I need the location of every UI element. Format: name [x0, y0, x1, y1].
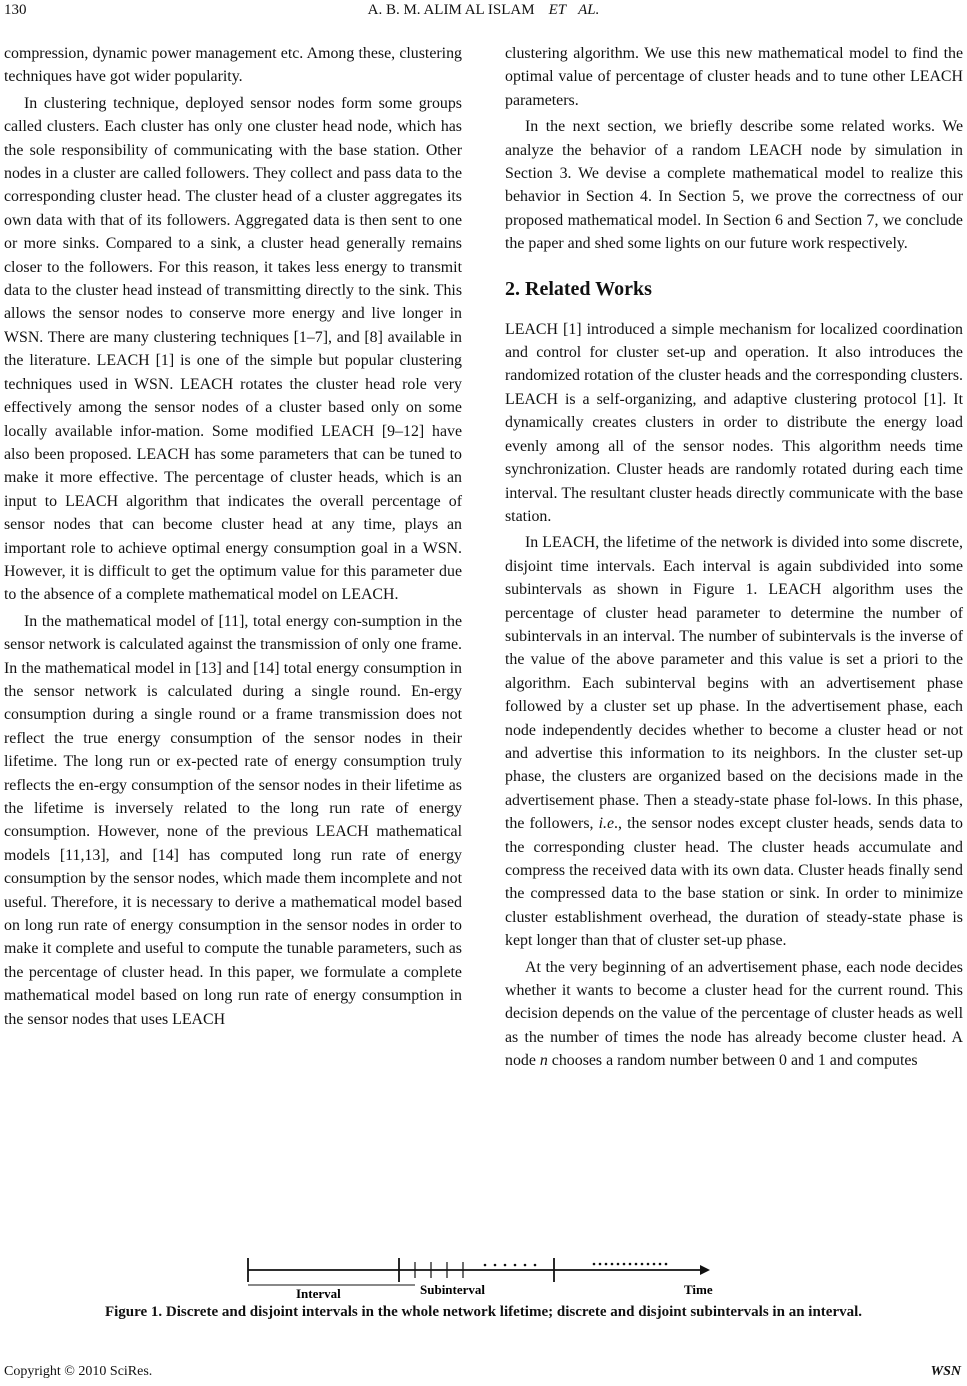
right-column: [505, 42, 963, 1073]
running-head-al: AL.: [578, 2, 600, 18]
timeline-diagram: [238, 1242, 730, 1300]
running-head: [0, 2, 967, 19]
subinterval-label: Subinterval: [420, 1282, 486, 1297]
left-paragraph-3: In the mathematical model of [11], total energy con-sumption in the sensor network is calculated against the transmission of only one frame. In the mathematical model in [13] and [14] total energy consumption in the sensor network is calculated during a single round. En-ergy consumption during a single round or a frame transmission does not reflect the true energy consumption of the sensor nodes in their lifetime. The long run or ex-pected rate of energy consumption truly reflects the en-ergy consumption of the sensor nodes in their lifetime as the lifetime is inversely related to the long run rate of energy consumption. However, none of the previous LEACH mathematical models [11,13], and [14] has computed long run rate of energy consumption by the sensor nodes, which made them incomplete and not useful. Therefore, it is necessary to derive a mathematical model based on long run rate of energy consumption in the sensor nodes in order to make it complete and useful to compute the tunable parameters, such as the percentage of cluster head. In this paper, we formulate a complete mathematical model based on long run rate of energy consumption in the sensor nodes that uses LEACH: [4, 612, 462, 1028]
section-heading-related-works: 2. Related Works: [505, 277, 652, 300]
right-paragraph-1: clustering algorithm. We use this new mathematical model to find the optimal value of percentage of cluster heads and to tune other LEACH parameters.: [505, 45, 963, 109]
figure-caption: Figure 1. Discrete and disjoint intervals in the whole network lifetime; discrete and disjoint subintervals in an interval.: [104, 1304, 863, 1320]
right-paragraph-5-part-b: chooses a random number between 0 and 1 and computes: [547, 1052, 918, 1070]
subinterval-continuation-dots: [484, 1264, 537, 1267]
timeline-arrowhead: [700, 1265, 710, 1275]
right-paragraph-4: [505, 531, 963, 952]
footer-copyright: Copyright © 2010 SciRes.: [4, 1364, 153, 1379]
right-paragraph-5: [505, 956, 963, 1073]
left-column: [4, 42, 462, 1031]
page-number: 130: [4, 2, 27, 18]
right-paragraph-5-n: n: [539, 1052, 548, 1070]
running-head-et: ET: [548, 2, 567, 18]
figure-1: [238, 1242, 730, 1300]
right-paragraph-2: In the next section, we briefly describe some related works. We analyze the behavior of a random LEACH node by simulation in Section 3. We devise a complete mathematical model to realize this behavior in Section 4. In Section 5, we prove the correctness of our proposed mathematical model. In Section 6 and Section 7, we conclude the paper and shed some lights on our future work respectively.: [505, 118, 963, 253]
running-head-authors: A. B. M. ALIM AL ISLAM: [367, 2, 535, 18]
interval-label: Interval: [296, 1286, 341, 1300]
left-paragraph-2: In clustering technique, deployed sensor nodes form some groups called clusters. Each cluster has only one cluster head node, which has the sole responsibility of communicating with the base station. Other nodes in a cluster are called followers. They collect and pass data to the corresponding cluster head. The cluster head of a cluster aggregates its own data with that of its followers. Aggregated data is then sent to one or more sinks. Compared to a sink, a cluster head generally remains closer to the followers. For this reason, it takes less energy to transmit data to the cluster head instead of transmitting directly to the sink. This allows the sensor nodes to conserve more energy and live longer in WSN. There are many clustering techniques [1–7], and [8] available in the literature. LEACH [1] is one of the simple but popular clustering techniques used in WSN. LEACH rotates the cluster head role very effectively among the sensor nodes of a cluster based only on some locally available infor-mation. Some modified LEACH [9–12] have also been proposed. LEACH has some parameters that can be tuned to make it more effective. The percentage of cluster heads, which is an input to LEACH algorithm that indicates the overall percentage of sensor nodes that can become cluster head at any time, plays an important role to achieve optimal energy consumption goal in a WSN. However, it is difficult to get the optimum value for this parameter due to the absence of a complete mathematical model on LEACH.: [4, 94, 462, 604]
right-paragraph-3: LEACH [1] introduced a simple mechanism for localized coordination and control for cluster set-up and operation. It also introduces the randomized rotation of the cluster heads and the corresponding clusters. LEACH is a self-organizing, and adaptive clustering protocol [1]. It dynamically creates clusters in order to distribute the energy load evenly among all of the sensor nodes. This algorithm needs time synchronization. Cluster heads are randomly rotated during each time interval. The resultant cluster heads directly communicate with the base station.: [505, 320, 963, 525]
footer-journal: WSN: [930, 1364, 961, 1379]
right-paragraph-4-part-b: ., the sensor nodes except cluster heads, sends data to the corresponding cluster head. The cluster heads accumulate and compress the received data with its own data. Cluster heads finally send the compressed data to the base station or sink. In order to minimize cluster establishment overhead, the duration of steady-state phase is kept longer than that of cluster set-up phase.: [505, 815, 963, 950]
right-paragraph-4-part-a: In LEACH, the lifetime of the network is divided into some discrete, disjoint time intervals. Each interval is again subdivided into some subintervals as shown in Figure 1. LEACH algorithm uses the percentage of cluster head parameter to determine the number of subintervals in an interval. The number of subintervals is the inverse of the value of the above parameter and this value is set a priori to the algorithm. Each subinterval begins with an advertisement phase followed by a cluster set up phase. In the advertisement phase, each node independently decides whether to become a cluster head or not and advertise this information to its neighbors. In the cluster set-up phase, the clusters are organized based on the decisions made in the advertisement phase. Then a steady-state phase fol-lows. In this phase, the followers,: [505, 534, 963, 833]
timeline-continuation-dots: [593, 1263, 668, 1266]
right-paragraph-4-ie: i.e: [598, 815, 615, 833]
left-paragraph-1: compression, dynamic power management etc. Among these, clustering techniques have got wider popularity.: [4, 45, 462, 86]
time-label: Time: [684, 1282, 713, 1297]
right-paragraph-5-part-a: At the very beginning of an advertisement phase, each node decides whether it wants to become a cluster head for the current round. This decision depends on the value of the percentage of cluster heads as well as the number of times the node has already become cluster head. A node: [505, 958, 963, 1070]
